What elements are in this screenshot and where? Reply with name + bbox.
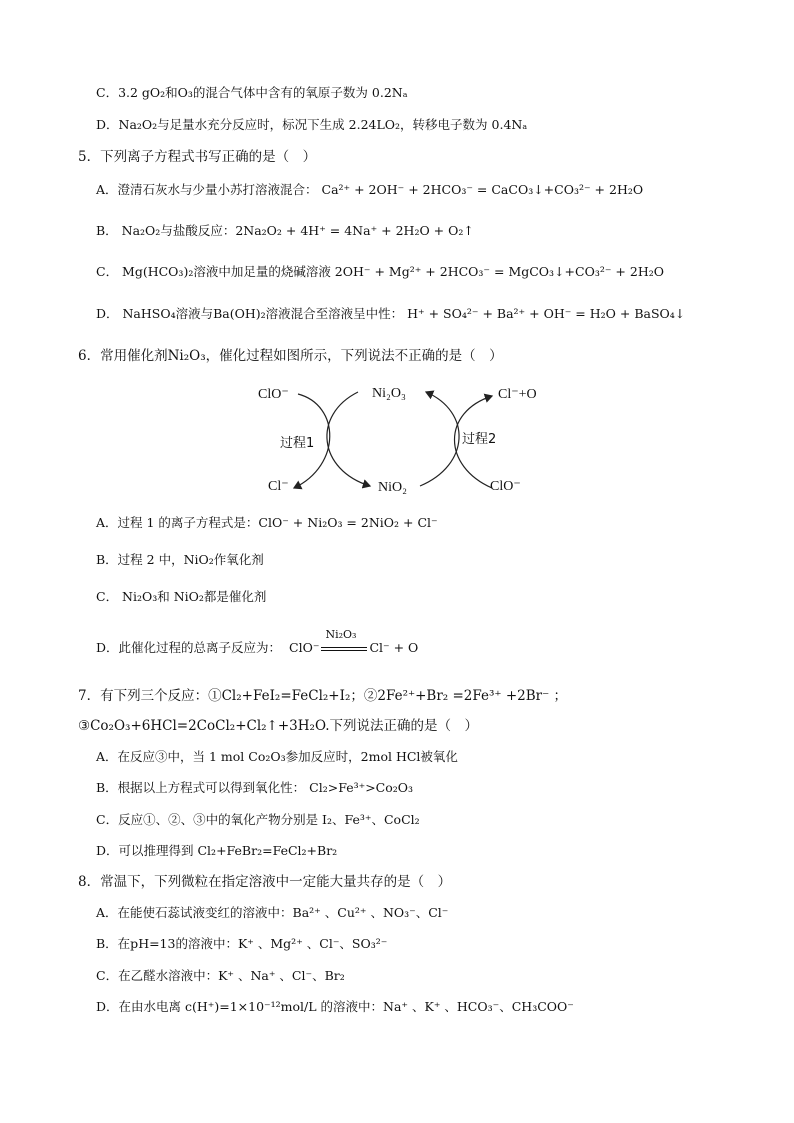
question-5-option-c: C． Mg(HCO₃)₂溶液中加足量的烧碱溶液 2OH⁻ + Mg²⁺ + 2HCO₃⁻ = MgCO₃↓+CO₃²⁻ + 2H₂O xyxy=(96,264,664,279)
label-nio2: NiO₂ xyxy=(378,480,407,495)
question-7-stem-line2: ③Co₂O₃+6HCl=2CoCl₂+Cl₂↑+3H₂O.下列说法正确的是（ ） xyxy=(78,718,479,734)
label-cl-bottom: Cl⁻ xyxy=(268,479,289,494)
question-8-stem: 8．常温下，下列微粒在指定溶液中一定能大量共存的是（ ） xyxy=(78,874,452,890)
question-4-option-d: D．Na₂O₂与足量水充分反应时，标况下生成 2.24LO₂，转移电子数为 0.4Nₐ xyxy=(96,117,528,132)
question-8-option-b: B．在pH=13的溶液中：K⁺ 、Mg²⁺ 、Cl⁻、SO₃²⁻ xyxy=(96,936,388,951)
overall-reaction-right: Cl⁻ + O xyxy=(369,640,419,655)
question-6-stem: 6．常用催化剂Ni₂O₃，催化过程如图所示，下列说法不正确的是（ ） xyxy=(78,348,503,364)
question-8-option-d: D．在由水电离 c(H⁺)=1×10⁻¹²mol/L 的溶液中：Na⁺ 、K⁺ 、HCO₃⁻、CH₃COO⁻ xyxy=(96,999,574,1014)
question-5-stem: 5．下列离子方程式书写正确的是（ ） xyxy=(78,149,317,165)
label-process-2: 过程2 xyxy=(462,432,497,447)
label-clo-bottom-right: ClO⁻ xyxy=(490,479,521,494)
question-5-option-a: A．澄清石灰水与少量小苏打溶液混合： Ca²⁺ + 2OH⁻ + 2HCO₃⁻ = CaCO₃↓+CO₃²⁻ + 2H₂O xyxy=(96,182,644,197)
question-7-option-a: A．在反应③中，当 1 mol Co₂O₃参加反应时，2mol HCl被氧化 xyxy=(96,749,458,764)
label-cl-plus-o: Cl⁻+O xyxy=(498,387,537,402)
question-6-option-c: C． Ni₂O₃和 NiO₂都是催化剂 xyxy=(96,589,267,604)
catalysis-cycle-diagram xyxy=(230,370,560,500)
question-7-option-c: C．反应①、②、③中的氧化产物分别是 I₂、Fe³⁺、CoCl₂ xyxy=(96,812,420,827)
label-ni2o3: Ni₂O₃ xyxy=(372,386,406,401)
question-5-option-b: B． Na₂O₂与盐酸反应：2Na₂O₂ + 4H⁺ = 4Na⁺ + 2H₂O + O₂↑ xyxy=(96,223,474,238)
option-d-prefix: D．此催化过程的总离子反应为： xyxy=(96,640,282,655)
question-7-option-d: D．可以推理得到 Cl₂+FeBr₂=FeCl₂+Br₂ xyxy=(96,843,338,858)
question-6-option-d xyxy=(96,627,419,658)
question-7-option-b: B．根据以上方程式可以得到氧化性： Cl₂>Fe³⁺>Co₂O₃ xyxy=(96,780,414,795)
arrow-ni2o3-to-nio2 xyxy=(327,392,370,486)
question-6-option-a: A．过程 1 的离子方程式是：ClO⁻ + Ni₂O₃ = 2NiO₂ + Cl⁻ xyxy=(96,515,438,530)
question-4-option-c: C．3.2 gO₂和O₃的混合气体中含有的氧原子数为 0.2Nₐ xyxy=(96,85,408,100)
arrow-nio2-to-ni2o3 xyxy=(420,392,459,486)
catalyst-equals-sign xyxy=(321,627,367,658)
question-8-option-c: C．在乙醛水溶液中：K⁺ 、Na⁺ 、Cl⁻、Br₂ xyxy=(96,968,345,983)
label-process-1: 过程1 xyxy=(280,436,315,451)
catalyst-over-sign: Ni₂O₃ xyxy=(325,627,357,641)
overall-reaction-left: ClO⁻ xyxy=(289,640,320,655)
question-8-option-a: A．在能使石蕊试液变红的溶液中：Ba²⁺ 、Cu²⁺ 、NO₃⁻、Cl⁻ xyxy=(96,905,449,920)
label-clo-top-left: ClO⁻ xyxy=(258,387,289,402)
question-5-option-d: D． NaHSO₄溶液与Ba(OH)₂溶液混合至溶液呈中性： H⁺ + SO₄²⁻ + Ba²⁺ + OH⁻ = H₂O + BaSO₄↓ xyxy=(96,306,686,321)
question-6-option-b: B．过程 2 中，NiO₂作氧化剂 xyxy=(96,552,264,567)
question-7-stem-line1: 7．有下列三个反应：①Cl₂+FeI₂=FeCl₂+I₂；②2Fe²⁺+Br₂ =2Fe³⁺ +2Br⁻ ； xyxy=(78,688,568,704)
